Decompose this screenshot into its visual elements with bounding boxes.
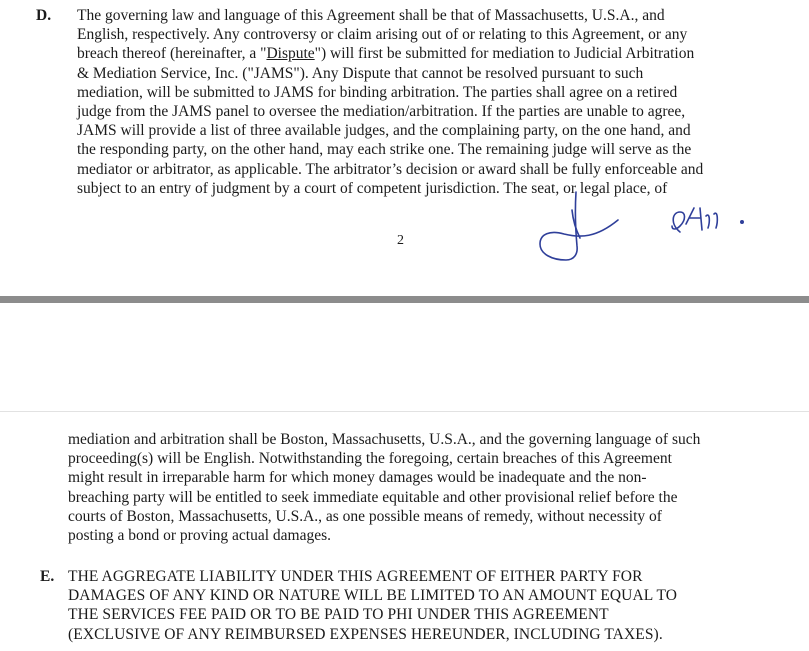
clause-d-line-7: JAMS will provide a list of three available judges, and the complaining party, on the one hand, and: [77, 122, 691, 140]
page-gap: [0, 303, 809, 411]
clause-d-line-5: mediation, will be submitted to JAMS for binding arbitration. The parties shall agree on a retired: [77, 83, 678, 101]
clause-d-line-3: [77, 44, 703, 63]
page-number: 2: [397, 233, 404, 248]
continuation-line-1: mediation and arbitration shall be Boston, Massachusetts, U.S.A., and the governing language of such: [68, 431, 701, 448]
clause-e-line-4: (EXCLUSIVE OF ANY REIMBURSED EXPENSES HEREUNDER, INCLUDING TAXES).: [68, 625, 663, 643]
defined-term-dispute: Dispute: [266, 45, 315, 63]
clause-d-line-3-prefix: breach thereof (hereinafter, a ": [77, 45, 267, 63]
continuation-line-5: courts of Boston, Massachusetts, U.S.A., as one possible means of remedy, without necessity of: [68, 507, 662, 525]
clause-d-continuation: [68, 430, 700, 545]
clause-d-line-4: & Mediation Service, Inc. ("JAMS"). Any Dispute that cannot be resolved pursuant to such: [77, 64, 644, 82]
continuation-line-2: proceeding(s) will be English. Notwithstanding the foregoing, certain breaches of this Agreement: [68, 450, 672, 468]
signature-initials-image: [520, 180, 780, 270]
clause-e-body: [68, 567, 677, 644]
continuation-line-6: posting a bond or proving actual damages.: [68, 527, 332, 545]
page-break-divider: [0, 296, 809, 303]
clause-d-line-3-suffix: ") will first be submitted for mediation to Judicial Arbitration: [314, 45, 695, 63]
document-page-upper: [0, 0, 809, 296]
clause-e-line-3: THE SERVICES FEE PAID OR TO BE PAID TO PHI UNDER THIS AGREEMENT: [68, 606, 609, 624]
clause-d-letter: D.: [36, 7, 52, 24]
clause-d-line-9: mediator or arbitrator, as applicable. The arbitrator’s decision or award shall be fully enforceable and: [77, 160, 704, 178]
clause-d-line-8: the responding party, on the other hand, may each strike one. The remaining judge will serve as the: [77, 141, 692, 159]
page-top-edge: [0, 411, 809, 412]
clause-e-line-2: DAMAGES OF ANY KIND OR NATURE WILL BE LIMITED TO AN AMOUNT EQUAL TO: [68, 587, 678, 605]
clause-d-line-6: judge from the JAMS panel to oversee the mediation/arbitration. If the parties are unable to agree,: [77, 103, 686, 121]
clause-d-body: [77, 6, 703, 198]
continuation-line-4: breaching party will be entitled to seek immediate equitable and other provisional relief before the: [68, 488, 678, 506]
clause-d-line-10: subject to an entry of judgment by a court of competent jurisdiction. The seat, or legal place, of: [77, 179, 668, 197]
continuation-line-3: might result in irreparable harm for which money damages would be inadequate and the non-: [68, 469, 647, 487]
clause-d-line-2: English, respectively. Any controversy or claim arising out of or relating to this Agreement, or any: [77, 26, 688, 44]
clause-e-letter: E.: [40, 568, 55, 585]
clause-d-line-1: The governing law and language of this Agreement shall be that of Massachusetts, U.S.A., and: [77, 7, 665, 24]
clause-e-line-1: THE AGGREGATE LIABILITY UNDER THIS AGREEMENT OF EITHER PARTY FOR: [68, 568, 643, 585]
